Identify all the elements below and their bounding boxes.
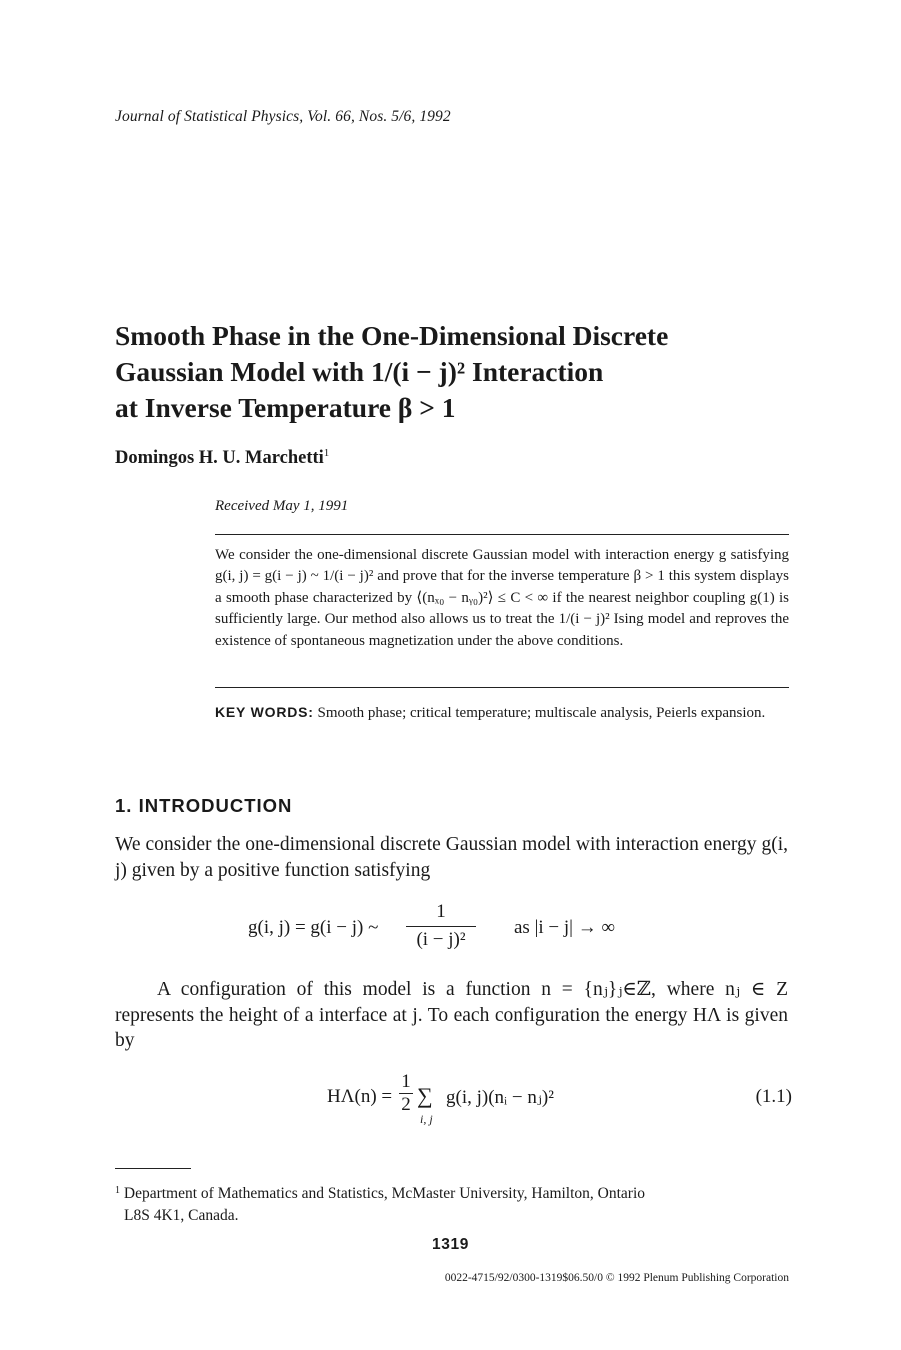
journal-citation: Journal of Statistical Physics, Vol. 66, Nos. 5/6, 1992 [115,108,451,125]
abstract: We consider the one-dimensional discrete Gaussian model with interaction energy g satisfying g(i, j) = g(i − j) ~ 1/(i − j)² and prove that for the inverse temperature β > 1 this system displays a smooth phase characterized by ⟨(nₓ₀ − nᵧ₀)²⟩ ≤ C < ∞ if the nearest neighbor coupling g(1) is sufficiently large. Our method also allows us to treat the 1/(i − j)² Ising model and reproves the existence of spontaneous magnetization under the above conditions. [215,547,789,649]
half-fraction [399,1072,413,1115]
footnote-mark: 1 [115,1185,120,1196]
equation-condition: as |i − j| → ∞ [514,917,616,938]
received-date: Received May 1, 1991 [215,498,349,514]
fraction-denominator: (i − j)² [416,929,466,950]
keywords-text: Smooth phase; critical temperature; multiscale analysis, Peierls expansion. [317,705,766,721]
affiliation-mark: 1 [323,447,330,459]
equation-number: (1.1) [755,1086,792,1107]
title-line-3: at Inverse Temperature β > 1 [115,392,456,423]
author [115,447,329,469]
energy-lhs: HΛ(n) = [327,1086,393,1107]
abstract-bottom-rule [215,687,789,688]
title-line-1: Smooth Phase in the One-Dimensional Discrete [115,320,669,351]
copyright-line: 0022-4715/92/0300-1319$06.50/0 © 1992 Plenum Publishing Corporation [444,1272,789,1284]
section-heading [115,795,292,817]
author-name: Domingos H. U. Marchetti [115,448,324,468]
equation-lhs: g(i, j) = g(i − j) ~ [248,917,379,938]
page-number: 1319 [432,1236,469,1253]
equation-interaction [248,900,768,962]
fraction-bar [406,926,476,927]
equation-fraction [406,900,476,951]
intro-paragraph-1: We consider the one-dimensional discrete Gaussian model with interaction energy g(i, j) given by a positive function satisfying [115,834,788,881]
half-denominator: 2 [401,1094,411,1115]
section-title: INTRODUCTION [138,795,293,816]
sum-subscript: i, j [420,1112,433,1126]
title-line-2: Gaussian Model with 1/(i − j)² Interaction [115,356,604,387]
keywords [215,702,789,724]
abstract-top-rule [215,534,789,535]
footnote-rule [115,1168,191,1169]
footnote [115,1180,789,1227]
paper-title [115,318,795,426]
equation-energy [327,1072,792,1132]
intro-paragraph-2: A configuration of this model is a function n = {nⱼ}ⱼ∈ℤ, where nⱼ ∈ Z represents the height of a interface at j. To each configuration the energy HΛ is given by [115,979,788,1051]
footnote-line-2: L8S 4K1, Canada. [124,1207,239,1224]
half-numerator: 1 [401,1071,411,1092]
section-number: 1. [115,795,133,816]
sum-symbol: ∑ [417,1083,433,1108]
fraction-numerator: 1 [436,901,446,922]
footnote-line-1: Department of Mathematics and Statistics, McMaster University, Hamilton, Ontario [123,1185,646,1202]
keywords-label: KEY WORDS: [215,704,314,720]
energy-rhs: g(i, j)(nᵢ − nⱼ)² [446,1087,554,1108]
